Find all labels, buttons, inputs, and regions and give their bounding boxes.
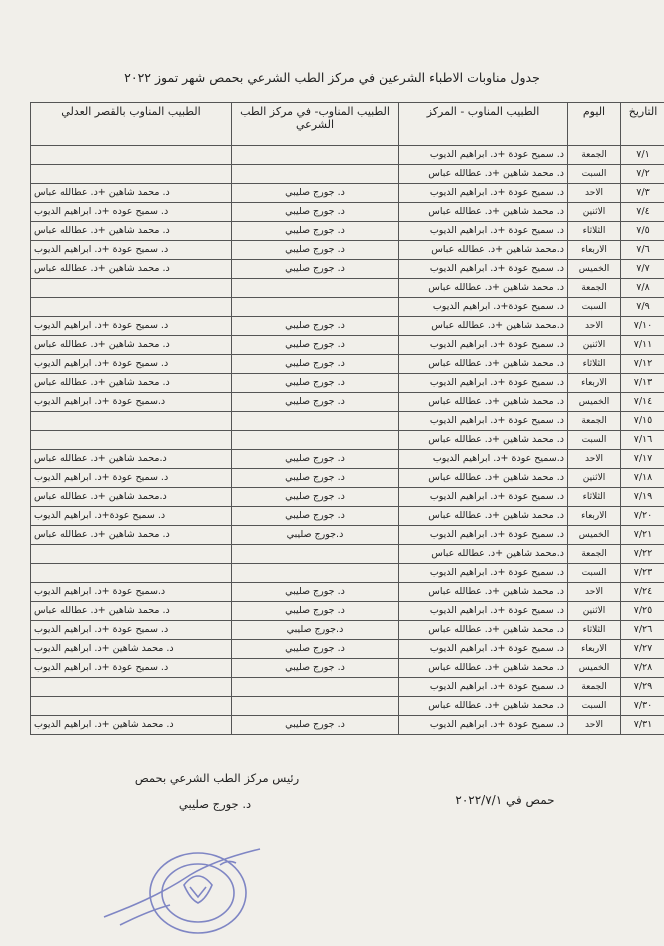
palace-doctor-cell: د.سميح عودة +د. ابراهيم الديوب <box>31 393 232 412</box>
forensic-center-doctor-cell: د. جورج صليبي <box>232 469 399 488</box>
forensic-center-doctor-cell <box>232 412 399 431</box>
day-cell: الاحد <box>568 450 621 469</box>
palace-doctor-cell <box>31 412 232 431</box>
palace-doctor-cell: د. سميح عودة +د. ابراهيم الديوب <box>31 317 232 336</box>
date-cell: ٧/٣ <box>621 184 664 203</box>
table-row <box>31 450 664 469</box>
day-cell: الاحد <box>568 184 621 203</box>
date-cell: ٧/٢٢ <box>621 545 664 564</box>
day-cell: الخميس <box>568 393 621 412</box>
table-row <box>31 298 664 317</box>
day-cell: الثلاثاء <box>568 355 621 374</box>
date-cell: ٧/١١ <box>621 336 664 355</box>
center-doctor-cell: د. محمد شاهين +د. عطالله عباس <box>399 393 568 412</box>
forensic-center-doctor-cell <box>232 165 399 184</box>
table-row <box>31 583 664 602</box>
table-row <box>31 640 664 659</box>
palace-doctor-cell <box>31 431 232 450</box>
center-doctor-cell: د. سميح عودة +د. ابراهيم الديوب <box>399 526 568 545</box>
date-cell: ٧/٣١ <box>621 716 664 735</box>
palace-doctor-cell: د. سميح عودة +د. ابراهيم الديوب <box>31 241 232 260</box>
palace-doctor-cell: د.محمد شاهين +د. عطالله عباس <box>31 450 232 469</box>
table-body <box>31 146 664 735</box>
day-cell: الاثنين <box>568 602 621 621</box>
forensic-center-doctor-cell: د.جورج صليبي <box>232 526 399 545</box>
day-cell: الجمعة <box>568 545 621 564</box>
duty-schedule-table <box>30 102 664 735</box>
center-doctor-cell: د. محمد شاهين +د. عطالله عباس <box>399 621 568 640</box>
day-cell: الاربعاء <box>568 507 621 526</box>
center-doctor-cell: د. سميح عودة +د. ابراهيم الديوب <box>399 602 568 621</box>
day-cell: الجمعة <box>568 678 621 697</box>
header-date: التاريخ <box>621 103 664 146</box>
center-doctor-cell: د. سميح عودة +د. ابراهيم الديوب <box>399 184 568 203</box>
day-cell: الثلاثاء <box>568 488 621 507</box>
date-cell: ٧/١٠ <box>621 317 664 336</box>
center-doctor-cell: د. محمد شاهين +د. عطالله عباس <box>399 507 568 526</box>
center-doctor-cell: د. سميح عودة +د. ابراهيم الديوب <box>399 260 568 279</box>
table-row <box>31 431 664 450</box>
day-cell: الاثنين <box>568 203 621 222</box>
date-cell: ٧/٤ <box>621 203 664 222</box>
forensic-center-doctor-cell: د. جورج صليبي <box>232 184 399 203</box>
palace-doctor-cell: د. سميح عودة +د. ابراهيم الديوب <box>31 659 232 678</box>
forensic-center-doctor-cell: د. جورج صليبي <box>232 317 399 336</box>
center-doctor-cell: د. محمد شاهين +د. عطالله عباس <box>399 583 568 602</box>
date-cell: ٧/٢ <box>621 165 664 184</box>
forensic-center-doctor-cell: د. جورج صليبي <box>232 203 399 222</box>
header-day: اليوم <box>568 103 621 146</box>
date-cell: ٧/٢٤ <box>621 583 664 602</box>
date-cell: ٧/٩ <box>621 298 664 317</box>
table-row <box>31 716 664 735</box>
forensic-center-doctor-cell: د. جورج صليبي <box>232 659 399 678</box>
forensic-center-doctor-cell: د. جورج صليبي <box>232 716 399 735</box>
forensic-center-doctor-cell <box>232 146 399 165</box>
forensic-center-doctor-cell: د. جورج صليبي <box>232 450 399 469</box>
table-header-row <box>31 103 664 146</box>
table-row <box>31 279 664 298</box>
palace-doctor-cell: د. سميح عودة+د. ابراهيم الديوب <box>31 507 232 526</box>
date-cell: ٧/١٤ <box>621 393 664 412</box>
header-center-doctor: الطبيب المناوب - المركز <box>399 103 568 146</box>
date-cell: ٧/٨ <box>621 279 664 298</box>
center-doctor-cell: د. محمد شاهين +د. عطالله عباس <box>399 659 568 678</box>
date-cell: ٧/٥ <box>621 222 664 241</box>
table-row <box>31 697 664 716</box>
palace-doctor-cell <box>31 146 232 165</box>
table-row <box>31 165 664 184</box>
forensic-center-doctor-cell: د. جورج صليبي <box>232 241 399 260</box>
center-doctor-cell: د. محمد شاهين +د. عطالله عباس <box>399 203 568 222</box>
center-head-name: د. جورج صليبي <box>178 797 252 811</box>
center-doctor-cell: د. سميح عودة +د. ابراهيم الديوب <box>399 640 568 659</box>
center-doctor-cell: د.محمد شاهين +د. عطالله عباس <box>399 545 568 564</box>
header-forensic-center-doctor: الطبيب المناوب- في مركز الطب الشرعي <box>232 103 399 146</box>
center-doctor-cell: د. محمد شاهين +د. عطالله عباس <box>399 431 568 450</box>
day-cell: الجمعة <box>568 279 621 298</box>
table-row <box>31 621 664 640</box>
palace-doctor-cell <box>31 298 232 317</box>
day-cell: السبت <box>568 431 621 450</box>
center-head-title: رئيس مركز الطب الشرعي بحمص <box>134 771 300 785</box>
forensic-center-doctor-cell: د. جورج صليبي <box>232 222 399 241</box>
day-cell: السبت <box>568 564 621 583</box>
place-date: حمص في ٢٠٢٢/٧/١ <box>455 793 555 807</box>
table-row <box>31 564 664 583</box>
palace-doctor-cell <box>31 279 232 298</box>
date-cell: ٧/٢٠ <box>621 507 664 526</box>
table-row <box>31 488 664 507</box>
table-row <box>31 222 664 241</box>
table-row <box>31 355 664 374</box>
date-cell: ٧/١٥ <box>621 412 664 431</box>
palace-doctor-cell: د. محمد شاهين +د. ابراهيم الديوب <box>31 716 232 735</box>
palace-doctor-cell: د. محمد شاهين +د. ابراهيم الديوب <box>31 640 232 659</box>
day-cell: الاثنين <box>568 469 621 488</box>
center-doctor-cell: د. سميح عودة +د. ابراهيم الديوب <box>399 412 568 431</box>
table-row <box>31 260 664 279</box>
palace-doctor-cell: د. محمد شاهين +د. عطالله عباس <box>31 222 232 241</box>
forensic-center-doctor-cell: د. جورج صليبي <box>232 488 399 507</box>
date-cell: ٧/٦ <box>621 241 664 260</box>
palace-doctor-cell: د. محمد شاهين +د. عطالله عباس <box>31 602 232 621</box>
palace-doctor-cell <box>31 678 232 697</box>
palace-doctor-cell: د. محمد شاهين +د. عطالله عباس <box>31 374 232 393</box>
day-cell: الاربعاء <box>568 374 621 393</box>
table-row <box>31 184 664 203</box>
palace-doctor-cell: د.محمد شاهين +د. عطالله عباس <box>31 488 232 507</box>
day-cell: الجمعة <box>568 412 621 431</box>
table-row <box>31 317 664 336</box>
table-row <box>31 203 664 222</box>
table-row <box>31 374 664 393</box>
date-cell: ٧/٢٩ <box>621 678 664 697</box>
forensic-center-doctor-cell: د. جورج صليبي <box>232 640 399 659</box>
palace-doctor-cell: د. سميح عودة +د. ابراهيم الديوب <box>31 621 232 640</box>
document-title: جدول مناوبات الاطباء الشرعين في مركز الطب الشرعي بحمص شهر تموز ٢٠٢٢ <box>124 70 540 85</box>
date-cell: ٧/١٩ <box>621 488 664 507</box>
day-cell: السبت <box>568 165 621 184</box>
header-palace-doctor: الطبيب المناوب بالقصر العدلي <box>31 103 232 146</box>
day-cell: السبت <box>568 697 621 716</box>
center-doctor-cell: د. سميح عودة +د. ابراهيم الديوب <box>399 488 568 507</box>
palace-doctor-cell: د. سميح عودة +د. ابراهيم الديوب <box>31 469 232 488</box>
date-cell: ٧/٧ <box>621 260 664 279</box>
day-cell: السبت <box>568 298 621 317</box>
table-row <box>31 241 664 260</box>
palace-doctor-cell: د. محمد شاهين +د. عطالله عباس <box>31 526 232 545</box>
table-row <box>31 678 664 697</box>
date-cell: ٧/٢٦ <box>621 621 664 640</box>
day-cell: الاحد <box>568 317 621 336</box>
center-doctor-cell: د. سميح عودة +د. ابراهيم الديوب <box>399 678 568 697</box>
day-cell: الاحد <box>568 583 621 602</box>
center-doctor-cell: د. سميح عودة +د. ابراهيم الديوب <box>399 336 568 355</box>
palace-doctor-cell: د.سميح عودة +د. ابراهيم الديوب <box>31 583 232 602</box>
date-cell: ٧/٢٥ <box>621 602 664 621</box>
table-row <box>31 545 664 564</box>
day-cell: الاربعاء <box>568 640 621 659</box>
forensic-center-doctor-cell: د. جورج صليبي <box>232 260 399 279</box>
day-cell: الثلاثاء <box>568 222 621 241</box>
date-cell: ٧/١٣ <box>621 374 664 393</box>
date-cell: ٧/٢٧ <box>621 640 664 659</box>
date-cell: ٧/١ <box>621 146 664 165</box>
date-cell: ٧/١٢ <box>621 355 664 374</box>
forensic-center-doctor-cell: د. جورج صليبي <box>232 602 399 621</box>
day-cell: الخميس <box>568 526 621 545</box>
table-row <box>31 602 664 621</box>
date-cell: ٧/١٧ <box>621 450 664 469</box>
forensic-center-doctor-cell <box>232 279 399 298</box>
date-cell: ٧/٢٣ <box>621 564 664 583</box>
date-cell: ٧/٣٠ <box>621 697 664 716</box>
palace-doctor-cell <box>31 564 232 583</box>
day-cell: الاحد <box>568 716 621 735</box>
center-doctor-cell: د. سميح عودة +د. ابراهيم الديوب <box>399 374 568 393</box>
center-doctor-cell: د. سميح عودة +د. ابراهيم الديوب <box>399 564 568 583</box>
table-row <box>31 393 664 412</box>
forensic-center-doctor-cell: د. جورج صليبي <box>232 393 399 412</box>
forensic-center-doctor-cell: د. جورج صليبي <box>232 507 399 526</box>
center-doctor-cell: د. سميح عودة +د. ابراهيم الديوب <box>399 222 568 241</box>
table-row <box>31 412 664 431</box>
forensic-center-doctor-cell <box>232 431 399 450</box>
center-doctor-cell: د. محمد شاهين +د. عطالله عباس <box>399 697 568 716</box>
date-cell: ٧/٢١ <box>621 526 664 545</box>
day-cell: الخميس <box>568 659 621 678</box>
day-cell: الخميس <box>568 260 621 279</box>
center-doctor-cell: د. سميح عودة +د. ابراهيم الديوب <box>399 146 568 165</box>
forensic-center-doctor-cell <box>232 545 399 564</box>
day-cell: الاربعاء <box>568 241 621 260</box>
palace-doctor-cell <box>31 545 232 564</box>
table-row <box>31 526 664 545</box>
ministry-seal-stamp-icon <box>100 835 270 935</box>
day-cell: الاثنين <box>568 336 621 355</box>
forensic-center-doctor-cell: د. جورج صليبي <box>232 583 399 602</box>
palace-doctor-cell <box>31 697 232 716</box>
center-doctor-cell: د. سميح عودة+د. ابراهيم الديوب <box>399 298 568 317</box>
forensic-center-doctor-cell: د. جورج صليبي <box>232 374 399 393</box>
palace-doctor-cell: د. سميح عوده +د. ابراهيم الديوب <box>31 203 232 222</box>
center-doctor-cell: د. سميح عودة +د. ابراهيم الديوب <box>399 716 568 735</box>
palace-doctor-cell <box>31 165 232 184</box>
center-doctor-cell: د.محمد شاهين +د. عطالله عباس <box>399 317 568 336</box>
date-cell: ٧/٢٨ <box>621 659 664 678</box>
forensic-center-doctor-cell: د.جورج صليبي <box>232 621 399 640</box>
forensic-center-doctor-cell: د. جورج صليبي <box>232 336 399 355</box>
forensic-center-doctor-cell <box>232 697 399 716</box>
palace-doctor-cell: د. محمد شاهين +د. عطالله عباس <box>31 336 232 355</box>
center-doctor-cell: د.سميح عودة +د. ابراهيم الديوب <box>399 450 568 469</box>
date-cell: ٧/١٦ <box>621 431 664 450</box>
forensic-center-doctor-cell <box>232 298 399 317</box>
center-doctor-cell: د. محمد شاهين +د. عطالله عباس <box>399 355 568 374</box>
table-row <box>31 469 664 488</box>
forensic-center-doctor-cell <box>232 564 399 583</box>
day-cell: الجمعة <box>568 146 621 165</box>
table-row <box>31 336 664 355</box>
day-cell: الثلاثاء <box>568 621 621 640</box>
palace-doctor-cell: د. سميح عودة +د. ابراهيم الديوب <box>31 355 232 374</box>
table-row <box>31 507 664 526</box>
center-doctor-cell: د. محمد شاهين +د. عطالله عباس <box>399 279 568 298</box>
date-cell: ٧/١٨ <box>621 469 664 488</box>
forensic-center-doctor-cell <box>232 678 399 697</box>
palace-doctor-cell: د. محمد شاهين +د. عطالله عباس <box>31 184 232 203</box>
forensic-center-doctor-cell: د. جورج صليبي <box>232 355 399 374</box>
center-doctor-cell: د. محمد شاهين +د. عطالله عباس <box>399 469 568 488</box>
center-doctor-cell: د. محمد شاهين +د. عطالله عباس <box>399 165 568 184</box>
center-doctor-cell: د.محمد شاهين +د. عطالله عباس <box>399 241 568 260</box>
table-row <box>31 659 664 678</box>
table-row <box>31 146 664 165</box>
palace-doctor-cell: د. محمد شاهين +د. عطالله عباس <box>31 260 232 279</box>
